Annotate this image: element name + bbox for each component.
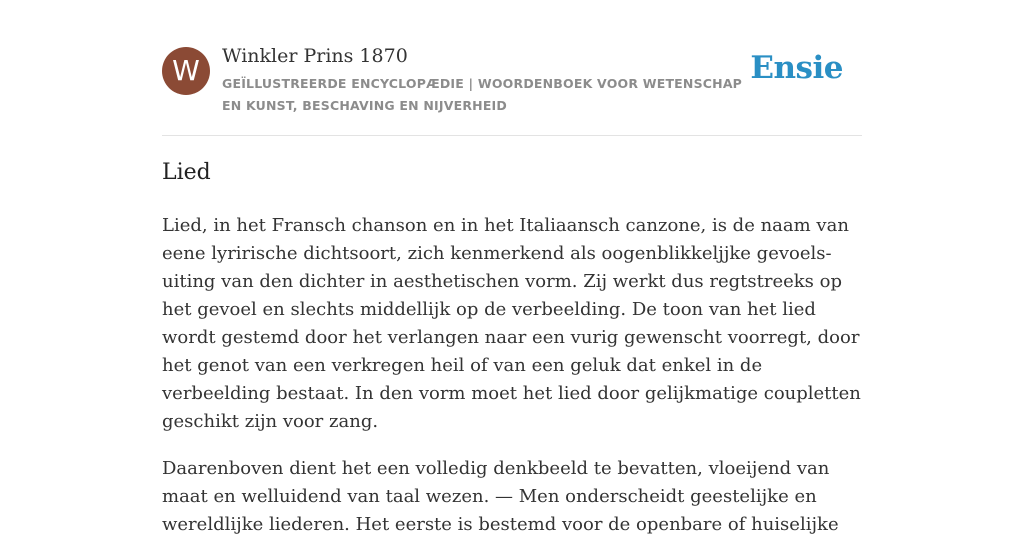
source-title[interactable]: Winkler Prins 1870 (222, 45, 408, 67)
entry-headword: Lied (162, 160, 211, 185)
source-subtitle: GEÏLLUSTREERDE ENCYCLOPÆDIE | WOORDENBOEK VOOR WETENSCHAP EN KUNST, BESCHAVING EN NIJVERHEID (222, 76, 743, 113)
ensie-logo[interactable]: Ensie (750, 50, 843, 86)
entry-paragraph: Lied, in het Fransch chanson en in het Italiaansch canzone, is de naam van eene lyrirische dichtsoort, zich kenmerkend als oogenblikkeljjke gevoels-uiting van den dichter in aesthetischen vorm. Zij werkt dus regtstreeks op het gevoel en slechts middellijk op de verbeelding. De toon van het lied wordt gestemd door het verlangen naar een vurig gewenscht voorregt, door het genot van een verkregen heil of van een geluk dat enkel in de verbeelding bestaat. In den vorm moet het lied door gelijkmatige coupletten geschikt zijn voor zang. (162, 215, 861, 432)
source-avatar[interactable]: W (162, 47, 210, 95)
entry-paragraph: Daarenboven dient het een volledig denkbeeld te bevatten, vloeijend van maat en welluidend van taal wezen. — Men onderscheidt geestelijke en wereldlijke liederen. Het eerste is bestemd voor de openbare of huiselijke (162, 458, 839, 535)
entry-body (162, 212, 862, 558)
source-header (162, 42, 862, 136)
